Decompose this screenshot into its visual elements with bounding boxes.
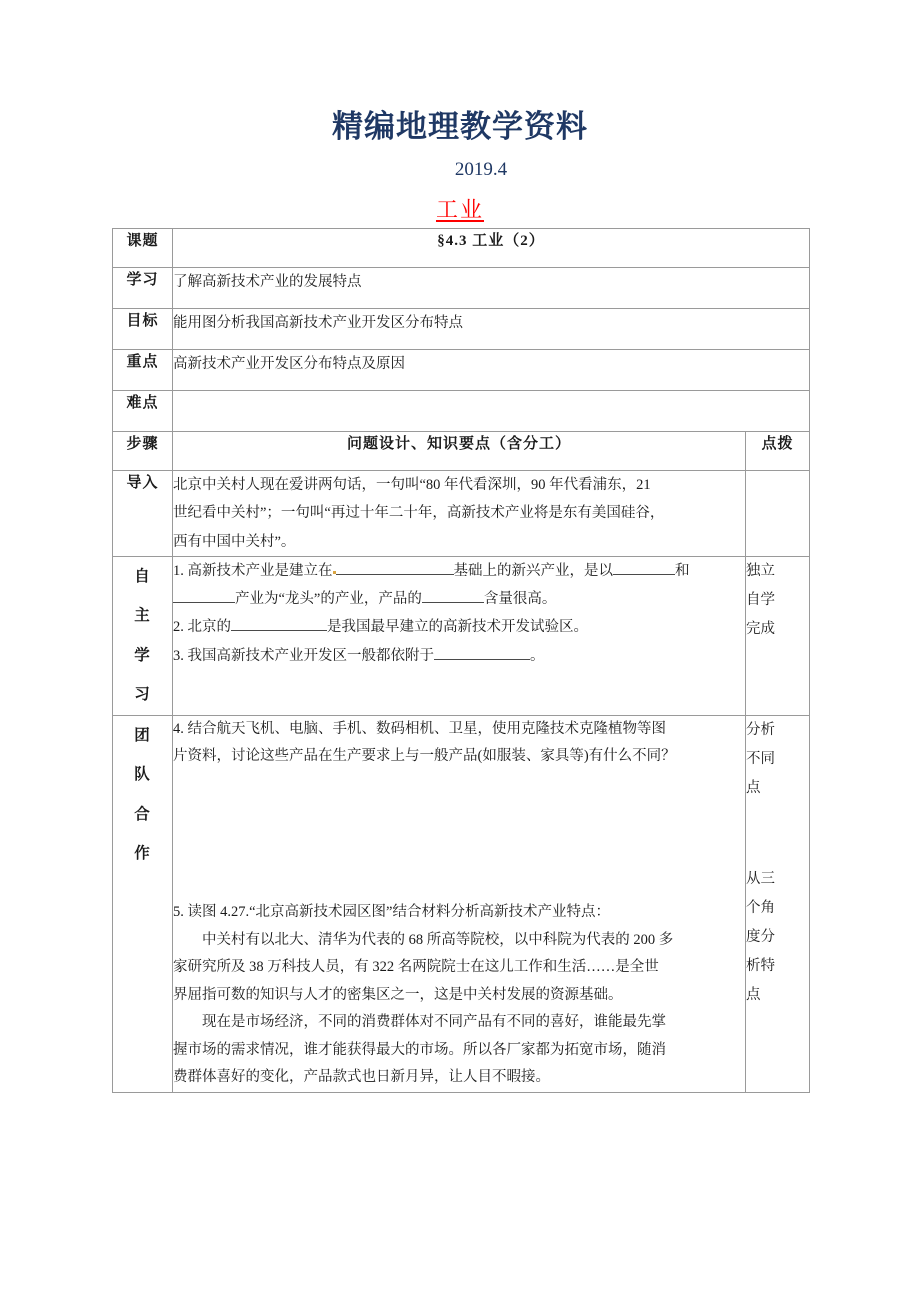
answer-space [173, 771, 745, 899]
q1-text-part-4: 产业为“龙头”的产业，产品的 [235, 591, 422, 608]
teamwork-label-char-1: 团 [134, 726, 151, 744]
teamwork-hint-b-line-2: 个角 [746, 899, 775, 916]
fill-blank-5[interactable] [231, 615, 327, 631]
table-row-teamwork [113, 715, 810, 1092]
q5-para2-line-3: 费群体喜好的变化，产品款式也日新月异，让人目不暇接。 [173, 1069, 550, 1086]
row-label-study: 学习 [113, 268, 173, 309]
selfstudy-hint-line-3: 完成 [746, 620, 775, 637]
teamwork-label-char-3: 合 [134, 805, 151, 823]
q5-para2-line-1: 现在是市场经济，不同的消费群体对不同产品有不同的喜好，谁能最先掌 [202, 1014, 666, 1031]
intro-line-3: 西有中国中关村”。 [173, 533, 296, 550]
selfstudy-hint-line-2: 自学 [746, 591, 775, 608]
fill-blank-1[interactable] [336, 559, 454, 575]
table-row-intro [113, 471, 810, 557]
q5-para1-line-3: 界屈指可数的知识与人才的密集区之一，这是中关村发展的资源基础。 [173, 986, 623, 1003]
q2-text-part-1: 2. 北京的 [173, 619, 231, 636]
teamwork-hint-b-line-3: 度分 [746, 928, 775, 945]
row-label-intro: 导入 [113, 471, 173, 557]
q1-text-part-3: 和 [675, 562, 690, 579]
selfstudy-label-char-2: 主 [134, 607, 151, 625]
row-label-teamwork [113, 715, 173, 1092]
document-header [0, 108, 920, 224]
teamwork-hint-a-line-3: 点 [746, 779, 761, 796]
q5-para1-line-2: 家研究所及 38 万科技人员，有 322 名两院院士在这儿工作和生活……是全世 [173, 959, 659, 976]
row-label-selfstudy [113, 556, 173, 715]
hint-gap [746, 803, 809, 865]
q5-para2-line-2: 握市场的需求情况，谁才能获得最大的市场。所以各厂家都为拓宽市场，随消 [173, 1041, 666, 1058]
selfstudy-question-3 [173, 642, 745, 670]
table-row-objective-1 [113, 268, 810, 309]
selfstudy-content [173, 556, 746, 715]
document-date: 2019.4 [454, 158, 508, 180]
keypoint-item-1: 高新技术产业开发区分布特点及原因 [173, 350, 810, 391]
selfstudy-label-char-4: 习 [134, 686, 151, 704]
teamwork-label-char-4: 作 [134, 845, 151, 863]
subject-title: 工业 [435, 196, 484, 222]
table-row-topic [113, 229, 810, 268]
intro-content [173, 471, 746, 557]
col-header-content: 问题设计、知识要点（含分工） [173, 432, 746, 471]
teamwork-hint-a-line-1: 分析 [746, 721, 775, 738]
row-label-keypoint: 重点 [113, 350, 173, 391]
fill-blank-4[interactable] [422, 587, 484, 603]
selfstudy-hint [746, 556, 810, 715]
fill-blank-3[interactable] [173, 587, 235, 603]
teamwork-hint-b-line-4: 析特 [746, 957, 775, 974]
selfstudy-hint-line-1: 独立 [746, 562, 775, 579]
intro-line-1: 北京中关村人现在爱讲两句话，一句叫“80 年代看深圳，90 年代看浦东，21 [173, 477, 651, 493]
table-row-keypoint-2 [113, 391, 810, 432]
selfstudy-label-char-1: 自 [134, 567, 151, 585]
teamwork-hint-b-line-1: 从三 [746, 870, 775, 887]
teamwork-hint-a-line-2: 不同 [746, 750, 775, 767]
row-label-topic: 课题 [113, 229, 173, 268]
selfstudy-question-1 [173, 557, 745, 585]
q2-text-part-2: 是我国最早建立的高新技术开发试验区。 [327, 619, 588, 636]
teamwork-hint [746, 715, 810, 1092]
table-row-objective-2 [113, 309, 810, 350]
objective-item-1: 了解高新技术产业的发展特点 [173, 268, 810, 309]
teamwork-content [173, 715, 746, 1092]
q3-text-part-2: 。 [530, 647, 545, 664]
q5-para1-line-1: 中关村有以北大、清华为代表的 68 所高等院校，以中科院为代表的 200 多 [202, 931, 674, 948]
selfstudy-label-char-3: 学 [134, 646, 151, 664]
selfstudy-question-1-cont [173, 585, 745, 613]
table-row-section-header [113, 432, 810, 471]
q1-text-part-2: 基础上的新兴产业，是以 [453, 562, 613, 579]
lesson-plan-table [112, 228, 810, 1093]
selfstudy-question-2 [173, 613, 745, 641]
topic-value: §4.3 工业（2） [173, 229, 810, 268]
teamwork-hint-b-line-5: 点 [746, 986, 761, 1003]
q4-line-1: 4. 结合航天飞机、电脑、手机、数码相机、卫星，使用克隆技术克隆植物等图 [173, 720, 666, 737]
table-row-keypoint-1 [113, 350, 810, 391]
col-header-steps: 步骤 [113, 432, 173, 471]
col-header-hint: 点拨 [746, 432, 810, 471]
intro-hint [746, 471, 810, 557]
q5-line-1-text: 5. 读图 4.27.“北京高新技术园区图”结合材料分析高新技术产业特点： [173, 903, 610, 920]
page-title: 精编地理教学资料 [332, 109, 588, 144]
objective-item-2: 能用图分析我国高新技术产业开发区分布特点 [173, 309, 810, 350]
intro-line-2: 世纪看中关村”；一句叫“再过十年二十年，高新技术产业将是东有美国硅谷， [173, 505, 665, 522]
table-row-selfstudy [113, 556, 810, 715]
q1-text-part-1: 1. 高新技术产业是建立在 [173, 562, 333, 579]
q1-text-part-5: 含量很高。 [483, 591, 557, 608]
q4-line-2: 片资料，讨论这些产品在生产要求上与一般产品(如服装、家具等)有什么不同？ [173, 748, 676, 765]
keypoint-item-2 [173, 391, 810, 432]
fill-blank-2[interactable] [613, 559, 675, 575]
teamwork-label-char-2: 队 [134, 766, 151, 784]
row-label-difficulty: 难点 [113, 391, 173, 432]
q3-text-part-1: 3. 我国高新技术产业开发区一般都依附于 [173, 647, 434, 664]
q5-line-1 [173, 899, 745, 927]
fill-blank-6[interactable] [434, 643, 530, 659]
row-label-goal: 目标 [113, 309, 173, 350]
